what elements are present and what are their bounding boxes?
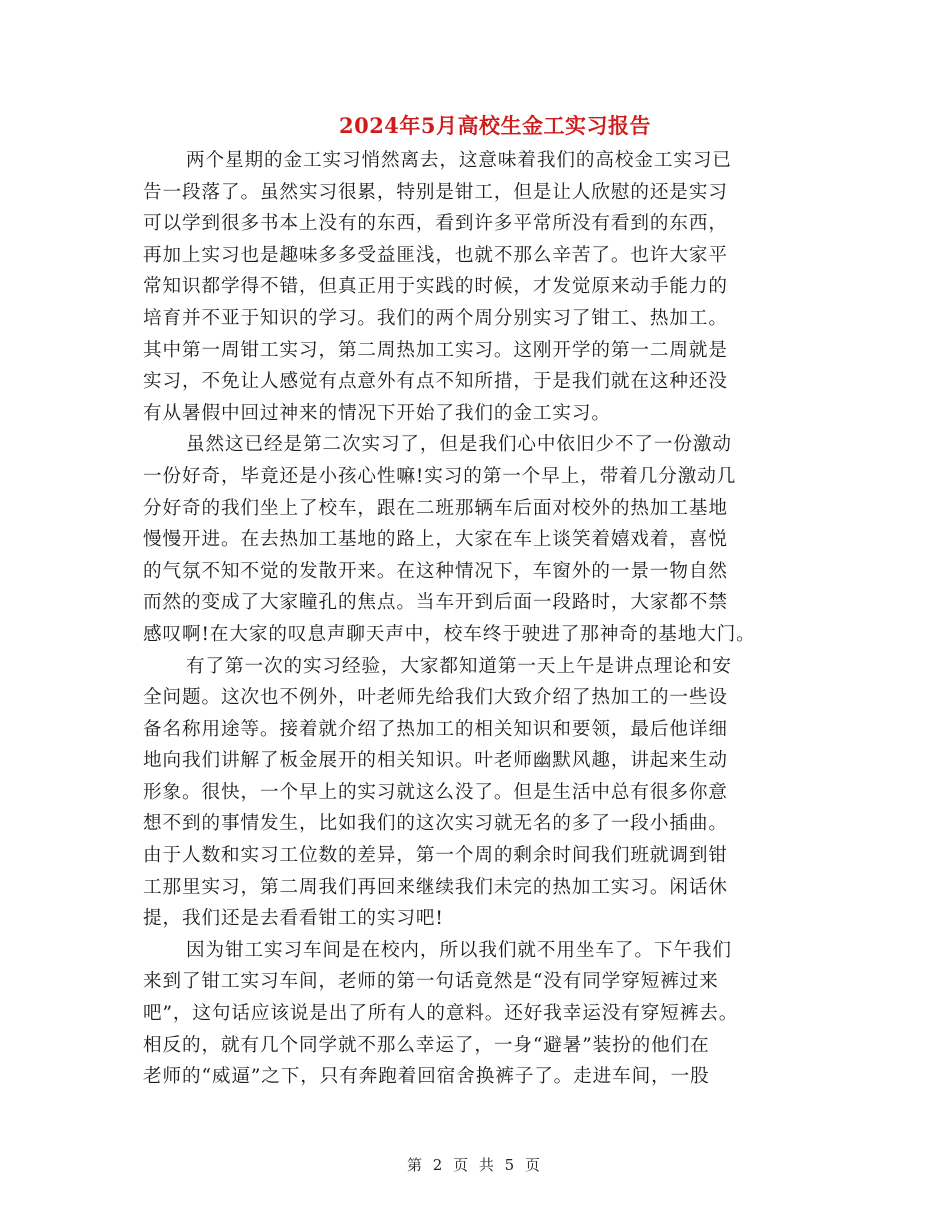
text-line: 有了第一次的实习经验，大家都知道第一天上午是讲点理论和安 (186, 655, 732, 677)
text-line: 一份好奇，毕竟还是小孩心性嘛!实习的第一个早上，带着几分激动几 (143, 465, 737, 487)
text-line: 老师的“威逼”之下，只有奔跑着回宿舍换裤子了。走进车间，一股 (143, 1066, 710, 1088)
text-line: 慢慢开进。在去热加工基地的路上，大家在车上谈笑着嬉戏着，喜悦 (143, 529, 728, 551)
text-line: 虽然这已经是第二次实习了，但是我们心中依旧少不了一份激动 (186, 434, 732, 456)
page-number-footer: 第 2 页 共 5 页 (407, 1156, 543, 1174)
text-line: 工那里实习，第二周我们再回来继续我们未完的热加工实习。闲话休 (143, 876, 728, 898)
text-line: 其中第一周钳工实习，第二周热加工实习。这刚开学的第一二周就是 (143, 339, 728, 361)
text-line: 培育并不亚于知识的学习。我们的两个周分别实习了钳工、热加工。 (143, 307, 728, 329)
text-line: 分好奇的我们坐上了校车，跟在二班那辆车后面对校外的热加工基地 (143, 497, 728, 519)
document-title: 2024年5月高校生金工实习报告 (338, 113, 652, 138)
document-body (143, 145, 833, 1093)
text-line: 两个星期的金工实习悄然离去，这意味着我们的高校金工实习已 (186, 150, 732, 171)
text-line: 形象。很快，一个早上的实习就这么没了。但是生活中总有很多你意 (143, 781, 728, 803)
text-line: 可以学到很多书本上没有的东西，看到许多平常所没有看到的东西， (143, 213, 728, 235)
text-line: 备名称用途等。接着就介绍了热加工的相关知识和要领，最后他详细 (143, 718, 728, 740)
text-line: 因为钳工实习车间是在校内，所以我们就不用坐车了。下午我们 (186, 939, 732, 961)
text-line: 吧”，这句话应该说是出了所有人的意料。还好我幸运没有穿短裤去。 (143, 1003, 739, 1025)
text-line: 而然的变成了大家瞳孔的焦点。当车开到后面一段路时，大家都不禁 (143, 592, 728, 614)
text-line: 提，我们还是去看看钳工的实习吧! (143, 908, 444, 930)
text-line: 有从暑假中回过神来的情况下开始了我们的金工实习。 (143, 402, 611, 424)
text-line: 来到了钳工实习车间，老师的第一句话竟然是“没有同学穿短裤过来 (143, 971, 719, 993)
text-line: 再加上实习也是趣味多多受益匪浅，也就不那么辛苦了。也许大家平 (143, 244, 728, 266)
text-line: 全问题。这次也不例外，叶老师先给我们大致介绍了热加工的一些设 (143, 687, 728, 709)
text-line: 告一段落了。虽然实习很累，特别是钳工，但是让人欣慰的还是实习 (143, 181, 728, 203)
text-line: 的气氛不知不觉的发散开来。在这种情况下，车窗外的一景一物自然 (143, 560, 728, 582)
text-line: 想不到的事情发生，比如我们的这次实习就无名的多了一段小插曲。 (143, 813, 728, 835)
text-line: 相反的，就有几个同学就不那么幸运了，一身“避暑”装扮的他们在 (143, 1034, 710, 1056)
text-line: 实习，不免让人感觉有点意外有点不知所措，于是我们就在这种还没 (143, 371, 728, 393)
text-line: 常知识都学得不错，但真正用于实践的时候，才发觉原来动手能力的 (143, 276, 728, 298)
text-line: 地向我们讲解了板金展开的相关知识。叶老师幽默风趣，讲起来生动 (143, 750, 728, 772)
text-line: 由于人数和实习工位数的差异，第一个周的剩余时间我们班就调到钳 (143, 845, 728, 867)
text-line: 感叹啊!在大家的叹息声聊天声中，校车终于驶进了那神奇的基地大门。 (143, 623, 756, 645)
